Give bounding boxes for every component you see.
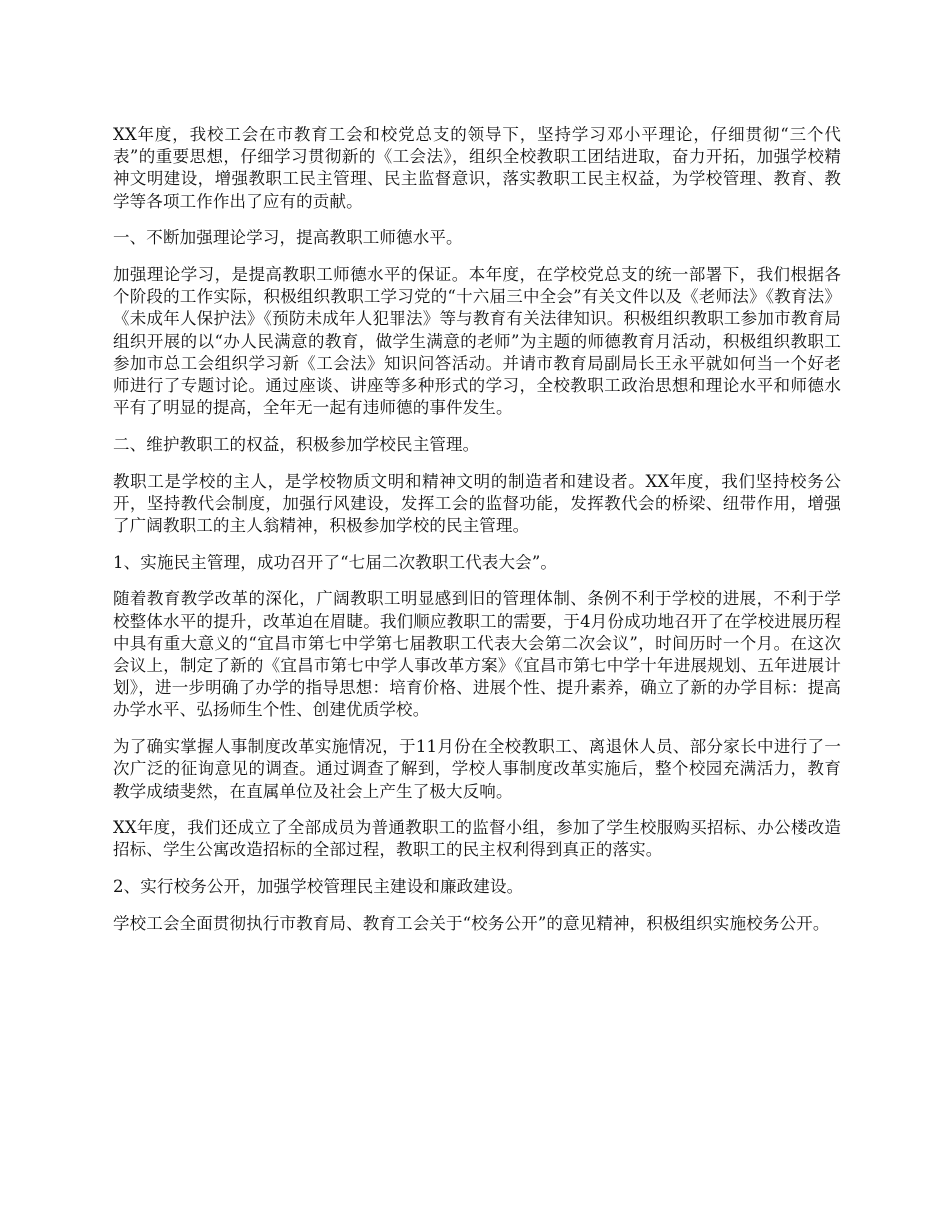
subsection-1-paragraph-2: 为了确实掌握人事制度改革实施情况，于11月份在全校教职工、离退休人员、部分家长中进行了一次广泛的征询意见的调查。通过调查了解到，学校人事制度改革实施后，整个校园充满活力，教育教学成绩斐然，在直属单位及社会上产生了极大反响。 bbox=[113, 737, 841, 801]
intro-paragraph: XX年度，我校工会在市教育工会和校党总支的领导下，坚持学习邓小平理论，仔细贯彻“三个代表”的重要思想，仔细学习贯彻新的《工会法》，组织全校教职工团结进取，奋力开拓，加强学校精神文明建设，增强教职工民主管理、民主监督意识，落实教职工民主权益，为学校管理、教育、教学等各项工作作出了应有的贡献。 bbox=[113, 125, 841, 211]
subsection-2-paragraph: 学校工会全面贯彻执行市教育局、教育工会关于“校务公开”的意见精神，积极组织实施校务公开。 bbox=[113, 913, 830, 933]
section-1-paragraph: 加强理论学习，是提高教职工师德水平的保证。本年度，在学校党总支的统一部署下，我们根据各个阶段的工作实际，积极组织教职工学习党的“十六届三中全会”有关文件以及《老师法》《教育法》《未成年人保护法》《预防未成年人犯罪法》等与教育有关法律知识。积极组织教职工参加市教育局组织开展的以“办人民满意的教育，做学生满意的老师”为主题的师德教育月活动，积极组织教职工参加市总工会组织学习新《工会法》知识问答活动。并请市教育局副局长王永平就如何当一个好老师进行了专题讨论。通过座谈、讲座等多种形式的学习，全校教职工政治思想和理论水平和师德水平有了明显的提高，全年无一起有违师德的事件发生。 bbox=[113, 265, 841, 418]
section-heading-1: 一、不断加强理论学习，提高教职工师德水平。 bbox=[113, 228, 463, 248]
subsection-1-paragraph-3: XX年度，我们还成立了全部成员为普通教职工的监督小组，参加了学生校服购买招标、办公楼改造招标、学生公寓改造招标的全部过程，教职工的民主权利得到真正的落实。 bbox=[113, 818, 841, 860]
subsection-heading-2: 2、实行校务公开，加强学校管理民主建设和廉政建设。 bbox=[113, 877, 524, 897]
section-2-paragraph: 教职工是学校的主人，是学校物质文明和精神文明的制造者和建设者。XX年度，我们坚持校务公开，坚持教代会制度，加强行风建设，发挥工会的监督功能，发挥教代会的桥梁、纽带作用，增强了广阔教职工的主人翁精神，积极参加学校的民主管理。 bbox=[113, 471, 841, 536]
subsection-1-paragraph-1: 随着教育教学改革的深化，广阔教职工明显感到旧的管理体制、条例不利于学校的进展，不利于学校整体水平的提升，改革迫在眉睫。我们顺应教职工的需要，于4月份成功地召开了在学校进展历程中具有重大意义的“宜昌市第七中学第七届教职工代表大会第二次会议”，时间历时一个月。在这次会议上，制定了新的《宜昌市第七中学人事改革方案》《宜昌市第七中学十年进展规划、五年进展计划》，进一步明确了办学的指导思想：培育价格、进展个性、提升素养，确立了新的办学目标：提高办学水平、弘扬师生个性、创建优质学校。 bbox=[113, 589, 841, 720]
section-heading-2: 二、维护教职工的权益，积极参加学校民主管理。 bbox=[113, 434, 480, 454]
subsection-heading-1: 1、实施民主管理，成功召开了“七届二次教职工代表大会”。 bbox=[113, 552, 558, 572]
document-body bbox=[113, 124, 841, 950]
